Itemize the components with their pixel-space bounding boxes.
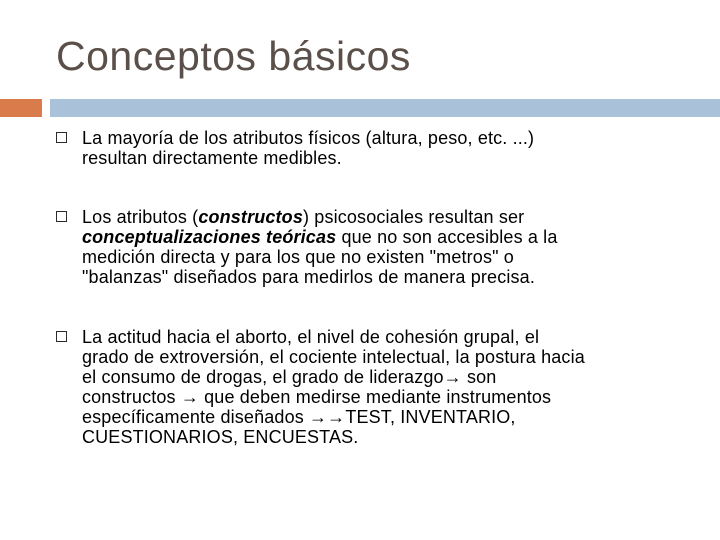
square-bullet-icon <box>56 211 67 222</box>
bullet-text: La mayoría de los atributos físicos (altura, peso, etc. ...) resultan directamente medibles. <box>82 128 535 168</box>
bullet-text-part: ) psicosociales resultan ser <box>302 207 525 227</box>
accent-bar-blue <box>50 99 720 117</box>
accent-bar-orange <box>0 99 42 117</box>
bullet-item <box>56 327 585 447</box>
bullet-text-part: que no son accesibles a la medición directa y para los que no existen "metros" o "balanzas" diseñados para medirlos de manera precisa. <box>82 227 558 287</box>
slide-title: Conceptos básicos <box>56 33 411 79</box>
bullet-item <box>56 207 558 287</box>
square-bullet-icon <box>56 331 67 342</box>
bullet-text: La actitud hacia el aborto, el nivel de cohesión grupal, el grado de extroversión, el cociente intelectual, la postura hacia el consumo de drogas, el grado de liderazgo→ son constructos → que deben medirse mediante instrumentos específicamente diseñados →→TEST, INVENTARIO, CUESTIONARIOS, ENCUESTAS. <box>82 327 585 447</box>
keyword-constructos: constructos <box>198 207 303 227</box>
square-bullet-icon <box>56 132 67 143</box>
bullet-text <box>82 207 558 287</box>
keyword-conceptualizaciones: conceptualizaciones teóricas <box>82 227 337 247</box>
bullet-item <box>56 128 534 168</box>
bullet-text-part: Los atributos ( <box>82 207 199 227</box>
